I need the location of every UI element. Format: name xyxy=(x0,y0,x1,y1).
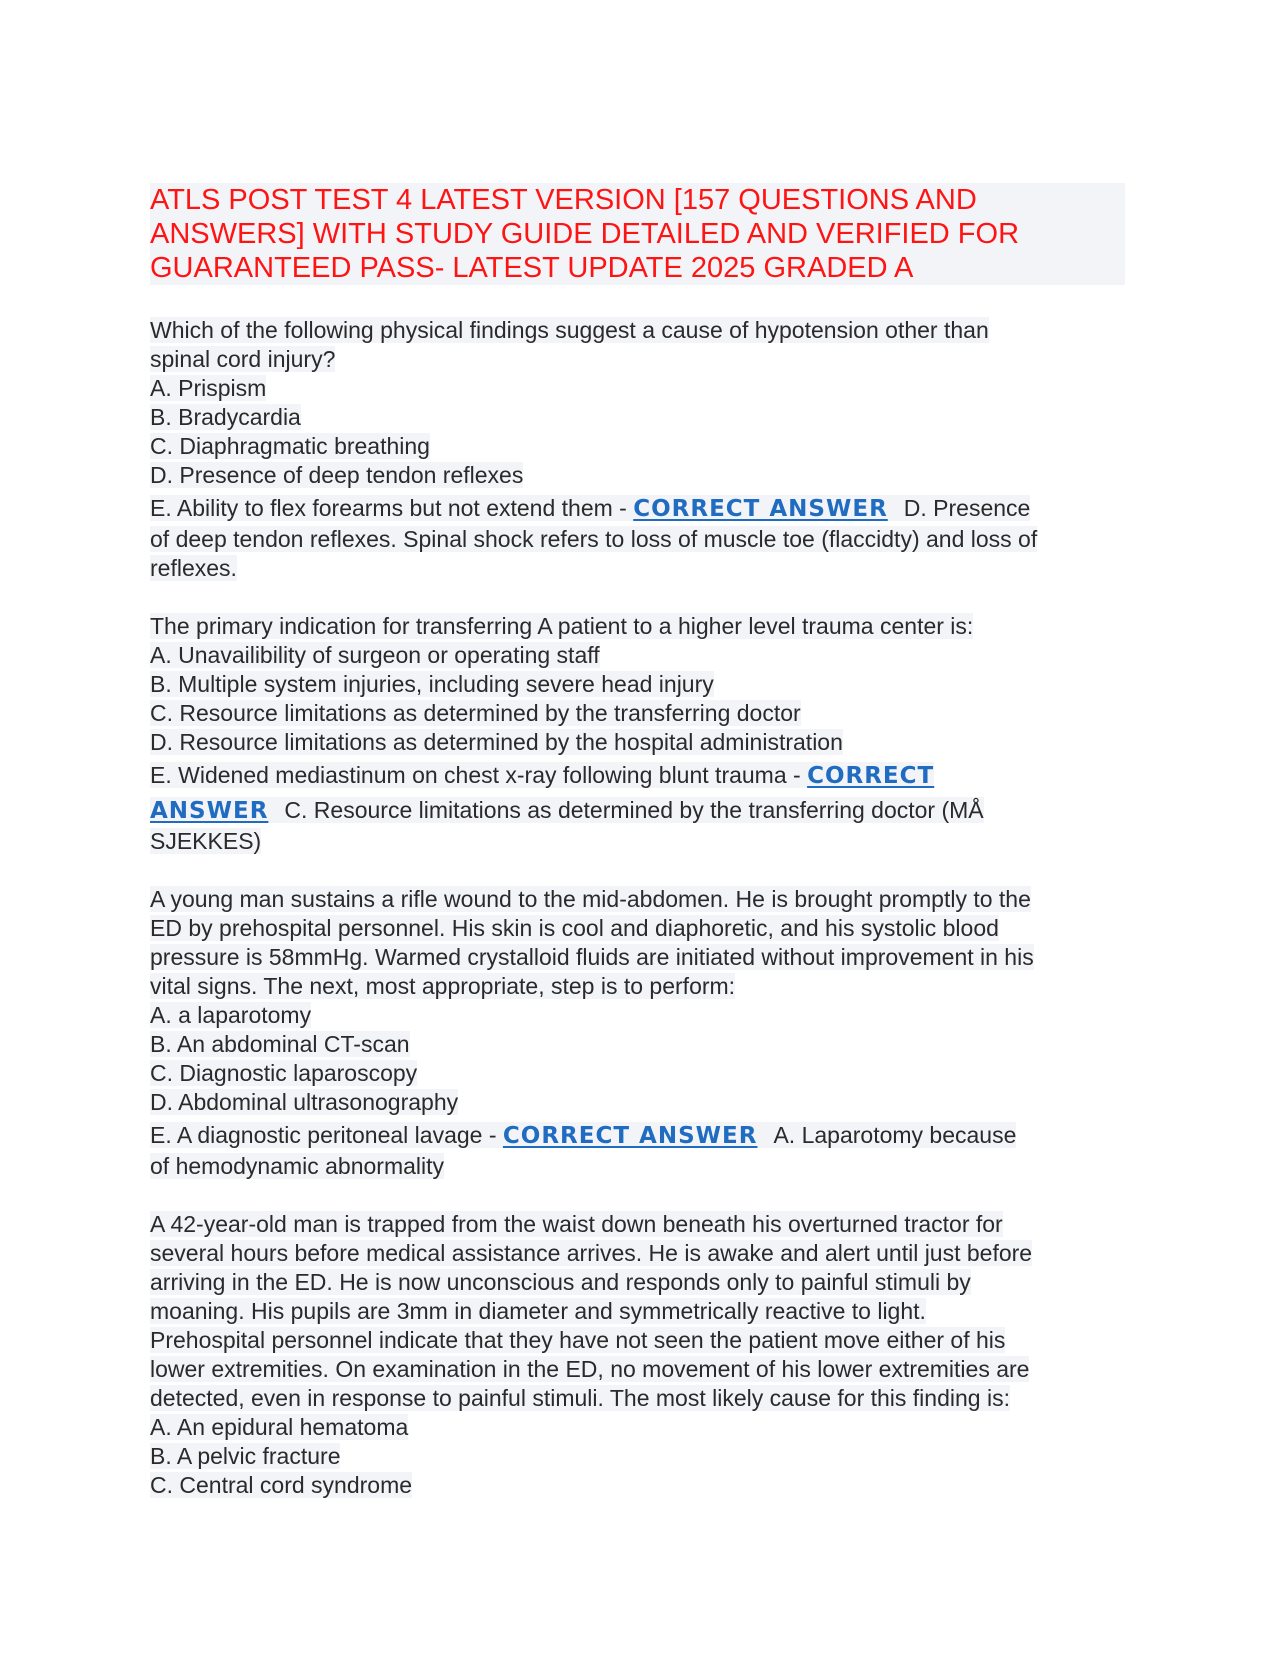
answer-option: A. An epidural hematoma xyxy=(150,1414,409,1440)
question-stem: Which of the following physical findings suggest a cause of hypotension other than xyxy=(150,317,989,343)
question-stem: Prehospital personnel indicate that they have not seen the patient move either of his xyxy=(150,1327,1006,1353)
question-stem: several hours before medical assistance arrives. He is awake and alert until just before xyxy=(150,1240,1033,1266)
correct-answer-label: CORRECT ANSWER xyxy=(633,496,888,522)
answer-option: A. Unavailibility of surgeon or operating staff xyxy=(150,642,600,668)
title-line: ATLS POST TEST 4 LATEST VERSION [157 QUESTIONS AND xyxy=(150,184,977,216)
question-stem: The primary indication for transferring A patient to a higher level trauma center is: xyxy=(150,613,974,639)
answer-option: C. Central cord syndrome xyxy=(150,1472,413,1498)
answer-option: E. A diagnostic peritoneal lavage - xyxy=(150,1122,503,1148)
title-line: GUARANTEED PASS- LATEST UPDATE 2025 GRADED A xyxy=(150,252,914,284)
question-stem: pressure is 58mmHg. Warmed crystalloid fluids are initiated without improvement in his xyxy=(150,944,1034,970)
correct-answer-label: CORRECT ANSWER xyxy=(502,1123,758,1149)
question-block-2 xyxy=(150,612,1125,856)
answer-option: B. An abdominal CT-scan xyxy=(150,1031,410,1057)
question-stem: A young man sustains a rifle wound to the mid-abdomen. He is brought promptly to the xyxy=(150,886,1031,912)
answer-option: D. Resource limitations as determined by the hospital administration xyxy=(150,729,843,755)
correct-answer-text: of deep tendon reflexes. Spinal shock refers to loss of muscle toe (flaccidty) and loss of xyxy=(150,526,1038,552)
answer-option: A. Prispism xyxy=(150,375,267,401)
correct-answer-label: ANSWER xyxy=(150,798,269,824)
answer-option: B. Multiple system injuries, including severe head injury xyxy=(150,671,714,697)
question-block-4 xyxy=(150,1210,1125,1500)
answer-option: C. Diaphragmatic breathing xyxy=(150,433,430,459)
answer-option: B. Bradycardia xyxy=(150,404,301,430)
correct-answer-text: reflexes. xyxy=(150,555,237,581)
question-stem: spinal cord injury? xyxy=(150,346,336,372)
question-stem: lower extremities. On examination in the ED, no movement of his lower extremities are xyxy=(150,1356,1030,1382)
question-stem: A 42-year-old man is trapped from the waist down beneath his overturned tractor for xyxy=(150,1211,1003,1237)
document-title xyxy=(150,183,1125,285)
correct-answer-label: CORRECT xyxy=(807,763,935,789)
question-block-1 xyxy=(150,316,1125,583)
correct-answer-text: C. Resource limitations as determined by the transferring doctor (MÅ xyxy=(284,797,984,823)
answer-option: C. Resource limitations as determined by the transferring doctor xyxy=(150,700,801,726)
correct-answer-text: A. Laparotomy because xyxy=(773,1122,1017,1148)
correct-answer-text: SJEKKES) xyxy=(150,828,262,854)
question-stem: vital signs. The next, most appropriate, step is to perform: xyxy=(150,973,736,999)
answer-option: E. Ability to flex forearms but not extend them - xyxy=(150,495,634,521)
question-stem: ED by prehospital personnel. His skin is cool and diaphoretic, and his systolic blood xyxy=(150,915,999,941)
document-page xyxy=(150,183,1125,1529)
title-line: ANSWERS] WITH STUDY GUIDE DETAILED AND VERIFIED FOR xyxy=(150,218,1020,250)
answer-option: C. Diagnostic laparoscopy xyxy=(150,1060,418,1086)
answer-option: E. Widened mediastinum on chest x-ray following blunt trauma - xyxy=(150,762,808,788)
answer-option: A. a laparotomy xyxy=(150,1002,312,1028)
answer-option: D. Abdominal ultrasonography xyxy=(150,1089,459,1115)
question-stem: moaning. His pupils are 3mm in diameter and symmetrically reactive to light. xyxy=(150,1298,926,1324)
answer-option: B. A pelvic fracture xyxy=(150,1443,341,1469)
correct-answer-text: D. Presence xyxy=(903,495,1031,521)
answer-option: D. Presence of deep tendon reflexes xyxy=(150,462,524,488)
correct-answer-text: of hemodynamic abnormality xyxy=(150,1153,445,1179)
question-stem: detected, even in response to painful stimuli. The most likely cause for this finding is: xyxy=(150,1385,1010,1411)
question-stem: arriving in the ED. He is now unconscious and responds only to painful stimuli by xyxy=(150,1269,971,1295)
question-block-3 xyxy=(150,885,1125,1181)
